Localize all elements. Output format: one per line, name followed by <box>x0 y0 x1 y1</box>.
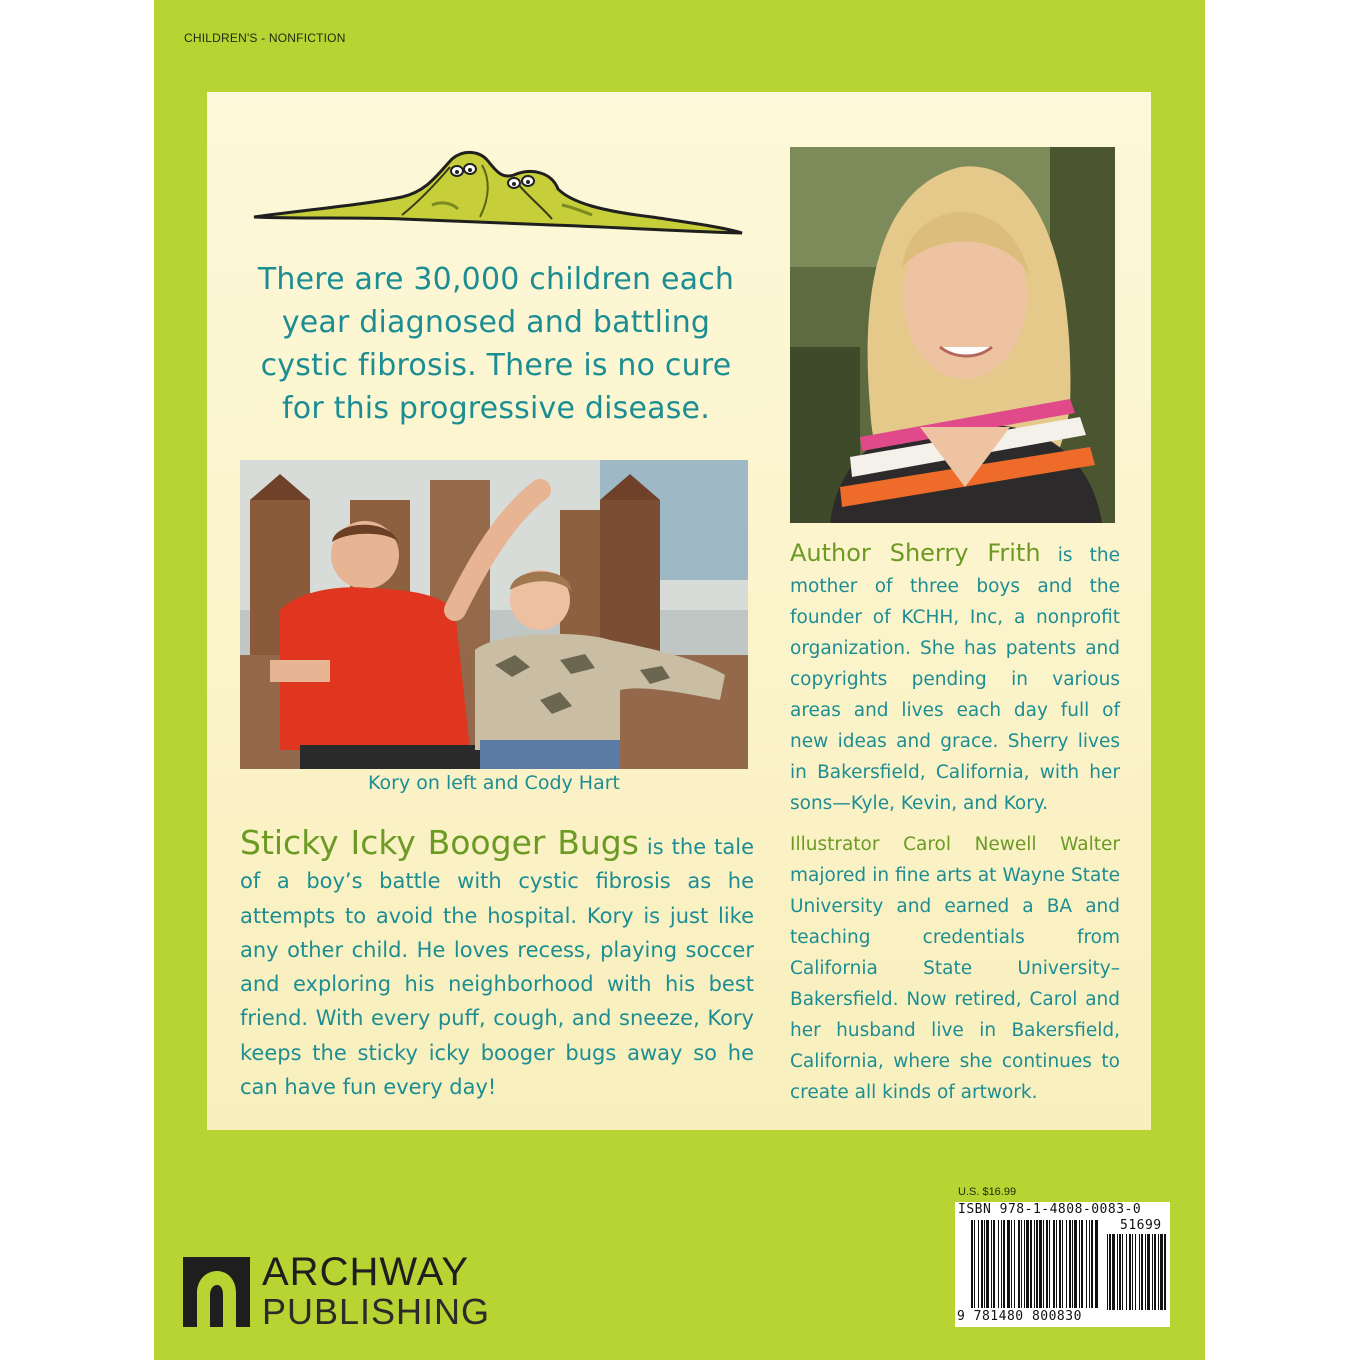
barcode-bar <box>1117 1234 1118 1310</box>
barcode-bar <box>1089 1220 1090 1308</box>
barcode-bar <box>1053 1220 1055 1308</box>
isbn-text: ISBN 978-1-4808-0083-0 <box>958 1202 1142 1217</box>
barcode-bar <box>1145 1234 1146 1310</box>
barcode-bar <box>1126 1234 1127 1310</box>
price-label: U.S. $16.99 <box>958 1186 1017 1198</box>
kids-photo-caption: Kory on left and Cody Hart <box>368 772 620 794</box>
barcode-bar <box>1141 1234 1143 1310</box>
barcode-bar <box>1081 1220 1083 1308</box>
barcode-bar <box>1152 1234 1153 1310</box>
illustrator-bio <box>790 829 1120 1108</box>
barcode-bar <box>1039 1220 1042 1308</box>
barcode-bar <box>1147 1234 1150 1310</box>
barcode-bar <box>1086 1220 1087 1308</box>
barcode-bar <box>1014 1220 1015 1308</box>
story-blurb <box>240 823 754 1104</box>
barcode-bar <box>974 1220 975 1308</box>
illustrator-name: Illustrator Carol Newell Walter <box>790 834 1120 855</box>
barcode-bar <box>1072 1220 1073 1308</box>
barcode-bar <box>991 1220 992 1308</box>
barcode-bar <box>1139 1234 1140 1310</box>
barcode-bar <box>1154 1234 1156 1310</box>
story-body: is the tale of a boy’s battle with cystic fibrosis as he attempts to avoid the hospital. Kory is just like any other child. He loves recess, playing soccer and exploring his neighborhood with his best friend. With every puff, cough, and sneeze, Kory keeps the sticky icky booger bugs away so he can have fun every day! <box>240 835 754 1100</box>
kids-photo <box>240 460 748 769</box>
book-title: Sticky Icky Booger Bugs <box>240 823 639 862</box>
barcode-bar <box>1074 1220 1077 1308</box>
barcode-bar <box>1069 1220 1071 1308</box>
barcode-bar <box>1119 1234 1121 1310</box>
barcode-bar <box>1122 1234 1123 1310</box>
barcode-bar <box>1079 1220 1080 1308</box>
headline: There are 30,000 children each year diagnosed and battling cystic fibrosis. There is no cure for this progressive disease. <box>257 262 735 426</box>
barcode-bar <box>1011 1220 1012 1308</box>
barcode-bar <box>1107 1234 1108 1310</box>
barcode-bar <box>1164 1234 1166 1310</box>
barcode-bar <box>1129 1234 1131 1310</box>
illustrator-bio-body: majored in fine arts at Wayne State University and earned a BA and teaching credentials from California State University–Bakersfield. Now retired, Carol and her husband live in Bakersfield, California, where she continues to create all kinds of artwork. <box>790 865 1120 1103</box>
barcode-bar <box>1034 1220 1035 1308</box>
barcode-bar <box>1056 1220 1057 1308</box>
barcode-bar <box>1095 1220 1098 1308</box>
barcode-bar <box>1026 1220 1029 1308</box>
barcode-bar <box>1049 1220 1050 1308</box>
barcode-bar <box>1091 1220 1093 1308</box>
booger-bugs-illustration <box>252 145 744 241</box>
isbn-barcode <box>955 1202 1170 1327</box>
barcode-bar <box>1112 1234 1115 1310</box>
author-photo <box>790 147 1115 523</box>
barcode-bar <box>978 1220 979 1308</box>
barcode-bar <box>1132 1234 1133 1310</box>
barcode-bar <box>1043 1220 1044 1308</box>
author-bio-body: is the mother of three boys and the founder of KCHH, Inc, a nonprofit organization. She has patents and copyrights pending in various areas and lives each day full of new ideas and grace. Sherry lives in Bakersfield, California, with her sons—Kyle, Kevin, and Kory. <box>790 545 1120 814</box>
author-name: Author Sherry Frith <box>790 539 1041 567</box>
barcode-bar <box>1135 1234 1136 1310</box>
barcode-bar <box>1160 1234 1163 1310</box>
barcode-bar <box>1046 1220 1048 1308</box>
barcode-bar <box>1158 1234 1159 1310</box>
barcode-bar <box>984 1220 985 1308</box>
barcode-bar <box>1059 1220 1061 1308</box>
barcode-bar <box>1018 1220 1020 1308</box>
barcode-bar <box>1003 1220 1005 1308</box>
barcode-bar <box>1007 1220 1010 1308</box>
archway-arch-logo <box>183 1257 250 1327</box>
barcode-bar <box>998 1220 999 1308</box>
author-bio <box>790 538 1120 819</box>
barcode-bar <box>1024 1220 1025 1308</box>
ean-digits: 9 781480 800830 <box>957 1309 1082 1324</box>
barcode-bar <box>1030 1220 1032 1308</box>
barcode-bar <box>993 1220 995 1308</box>
publisher-name-line1: ARCHWAY <box>262 1250 469 1294</box>
barcode-bar <box>986 1220 989 1308</box>
barcode-bars <box>957 1220 1169 1312</box>
barcode-bar <box>1036 1220 1038 1308</box>
publisher-name-line2: PUBLISHING <box>262 1291 491 1332</box>
barcode-addon-digits: 51699 <box>1120 1218 1162 1233</box>
barcode-bar <box>1001 1220 1002 1308</box>
barcode-bar <box>1062 1220 1063 1308</box>
barcode-bar <box>1109 1234 1111 1310</box>
category-label: CHILDREN'S - NONFICTION <box>184 31 346 45</box>
barcode-bar <box>981 1220 983 1308</box>
barcode-bar <box>1021 1220 1022 1308</box>
barcode-bar <box>1066 1220 1067 1308</box>
barcode-bar <box>971 1220 973 1308</box>
